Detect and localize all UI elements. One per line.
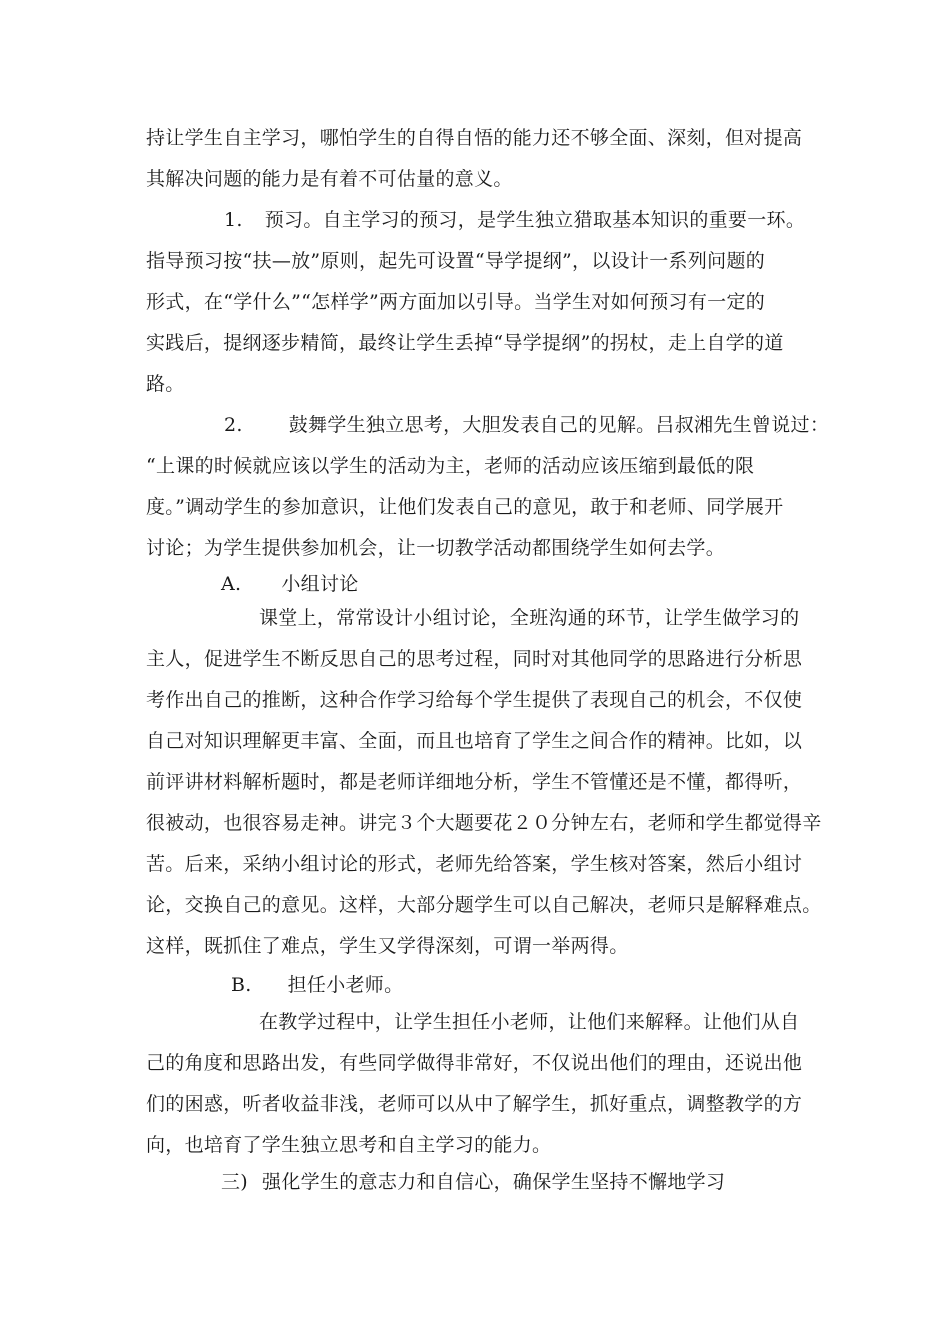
subheading-a <box>221 572 359 596</box>
body-line: 己的角度和思路出发，有些同学做得非常好，不仅说出他们的理由，还说出他 <box>146 1052 803 1074</box>
body-line: 向，也培育了学生独立思考和自主学习的能力。 <box>146 1134 552 1156</box>
body-line: 在教学过程中，让学生担任小老师，让他们来解释。让他们从自 <box>259 1011 800 1033</box>
body-line: 形式，在“学什么”“怎样学”两方面加以引导。当学生对如何预习有一定的 <box>146 291 766 313</box>
body-line: “上课的时候就应该以学生的活动为主，老师的活动应该压缩到最低的限 <box>146 455 755 477</box>
body-line: 预习。自主学习的预习，是学生独立猎取基本知识的重要一环。 <box>264 209 806 231</box>
list-item-1 <box>224 208 805 232</box>
body-line: 讨论；为学生提供参加机会，让一切教学活动都围绕学生如何去学。 <box>146 537 726 559</box>
body-line: 主人，促进学生不断反思自己的思考过程，同时对其他同学的思路进行分析思 <box>146 648 803 670</box>
body-line: 持让学生自主学习，哪怕学生的自得自悟的能力还不够全面、深刻，但对提高 <box>146 127 803 149</box>
body-line: 课堂上，常常设计小组讨论，全班沟通的环节，让学生做学习的 <box>259 607 800 629</box>
section-heading-text: 强化学生的意志力和自信心，确保学生坚持不懈地学习 <box>262 1171 726 1193</box>
body-line: 路。 <box>146 373 185 395</box>
section-marker: 三) <box>221 1171 249 1193</box>
body-line: 实践后，提纲逐步精简，最终让学生丢掉“导学提纲”的拐杖，走上自学的道 <box>146 332 784 354</box>
list-marker: 1. <box>224 209 243 231</box>
list-item-2 <box>224 413 829 437</box>
subheading-b <box>231 973 403 997</box>
body-line: 其解决问题的能力是有着不可估量的意义。 <box>146 168 513 190</box>
list-marker: 2. <box>224 414 243 436</box>
body-line: 鼓舞学生独立思考，大胆发表自己的见解。吕叔湘先生曾说过： <box>288 414 830 436</box>
body-line: 前评讲材料解析题时，都是老师详细地分析，学生不管懂还是不懂，都得听， <box>146 771 803 793</box>
body-line: 度。”调动学生的参加意识，让他们发表自己的意见，敢于和老师、同学展开 <box>146 496 784 518</box>
subheading-text: 小组讨论 <box>281 573 359 595</box>
list-marker: A. <box>221 573 242 595</box>
body-line: 苦。后来，采纳小组讨论的形式，老师先给答案，学生核对答案，然后小组讨 <box>146 853 803 875</box>
body-line: 们的困惑，听者收益非浅，老师可以从中了解学生，抓好重点，调整教学的方 <box>146 1093 803 1115</box>
section-heading-3 <box>221 1170 725 1194</box>
list-marker: B. <box>231 974 252 996</box>
body-line: 这样，既抓住了难点，学生又学得深刻，可谓一举两得。 <box>146 935 629 957</box>
body-line: 论，交换自己的意见。这样，大部分题学生可以自己解决，老师只是解释难点。 <box>146 894 822 916</box>
body-line: 自己对知识理解更丰富、全面，而且也培育了学生之间合作的精神。比如，以 <box>146 730 803 752</box>
body-line: 考作出自己的推断，这种合作学习给每个学生提供了表现自己的机会，不仅使 <box>146 689 803 711</box>
body-line: 很被动，也很容易走神。讲完３个大题要花２０分钟左右，老师和学生都觉得辛 <box>146 812 822 834</box>
subheading-text: 担任小老师。 <box>287 974 404 996</box>
body-line: 指导预习按“扶—放”原则，起先可设置“导学提纲”，以设计一系列问题的 <box>146 250 766 272</box>
